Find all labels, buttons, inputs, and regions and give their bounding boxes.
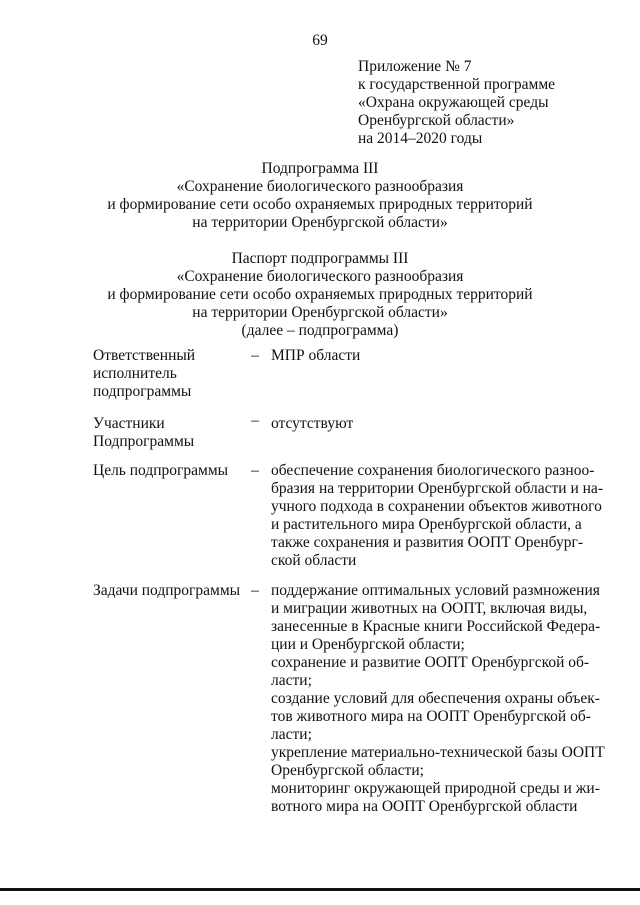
row-value <box>271 347 597 365</box>
subprogram-title <box>0 160 640 232</box>
appendix-line: «Охрана окружающей среды <box>358 94 549 111</box>
value-line: мониторинг окружающей природной среды и жи- <box>271 780 600 797</box>
value-line: и растительного мира Оренбургской области, а <box>271 516 582 533</box>
label-line: исполнитель <box>93 365 177 382</box>
passport-title-line: на территории Оренбургской области» <box>192 304 448 321</box>
row-value <box>271 462 603 570</box>
passport-title-line: Паспорт подпрограммы III <box>231 250 409 267</box>
appendix-header <box>358 58 628 148</box>
passport-title <box>0 250 640 340</box>
row-label <box>93 347 243 401</box>
appendix-line: на 2014–2020 годы <box>358 130 483 147</box>
row-dash: – <box>251 462 259 479</box>
row-label <box>93 415 243 451</box>
subprogram-title-line: на территории Оренбургской области» <box>192 214 448 231</box>
appendix-line: Приложение № 7 <box>358 58 472 75</box>
page-number: 69 <box>312 32 328 49</box>
value-line: ласти; <box>271 672 312 689</box>
subprogram-title-line: «Сохранение биологического разнообразия <box>176 178 464 195</box>
appendix-line: к государственной программе <box>358 76 556 93</box>
label-line: Задачи подпрограммы <box>93 582 241 599</box>
value-line: обеспечение сохранения биологического разноо- <box>271 462 595 479</box>
value-line: ласти; <box>271 726 312 743</box>
row-dash: – <box>251 347 259 364</box>
value-line: укрепление материально-технической базы ООПТ <box>271 744 605 761</box>
subprogram-title-line: и формирование сети особо охраняемых природных территорий <box>107 196 533 213</box>
value-line: поддержание оптимальных условий размножения <box>271 582 600 599</box>
value-line: ской области <box>271 552 357 569</box>
value-line: также сохранения и развития ООПТ Оренбург- <box>271 534 583 551</box>
label-line: подпрограммы <box>93 383 192 400</box>
value-line: тов животного мира на ООПТ Оренбургской об- <box>271 708 591 725</box>
value-line: учного подхода в сохранении объектов животного <box>271 498 602 515</box>
row-label <box>93 582 243 600</box>
value-line: МПР области <box>271 347 361 364</box>
row-dash: – <box>251 412 259 429</box>
label-line: Цель подпрограммы <box>93 462 229 479</box>
appendix-line: Оренбургской области» <box>358 112 515 129</box>
row-value <box>271 415 597 433</box>
passport-title-line: (далее – подпрограмма) <box>241 322 399 339</box>
value-line: занесенные в Красные книги Российской Федера- <box>271 618 601 635</box>
label-line: Ответственный <box>93 347 196 364</box>
subprogram-title-line: Подпрограмма III <box>261 160 379 177</box>
value-line: отсутствуют <box>271 415 354 432</box>
passport-title-line: и формирование сети особо охраняемых природных территорий <box>107 286 533 303</box>
value-line: создание условий для обеспечения охраны объек- <box>271 690 600 707</box>
value-line: Оренбургской области; <box>271 762 424 779</box>
value-line: бразия на территории Оренбургской области и на- <box>271 480 603 497</box>
bottom-rule <box>0 888 640 891</box>
value-line: сохранение и развитие ООПТ Оренбургской об- <box>271 654 590 671</box>
value-line: и миграции животных на ООПТ, включая виды, <box>271 600 588 617</box>
label-line: Участники <box>93 415 165 432</box>
label-line: Подпрограммы <box>93 433 195 450</box>
passport-title-line: «Сохранение биологического разнообразия <box>176 268 464 285</box>
value-line: вотного мира на ООПТ Оренбургской области <box>271 798 578 815</box>
row-dash: – <box>251 582 259 599</box>
value-line: ции и Оренбургской области; <box>271 636 465 653</box>
row-label <box>93 462 243 480</box>
row-value <box>271 582 605 816</box>
